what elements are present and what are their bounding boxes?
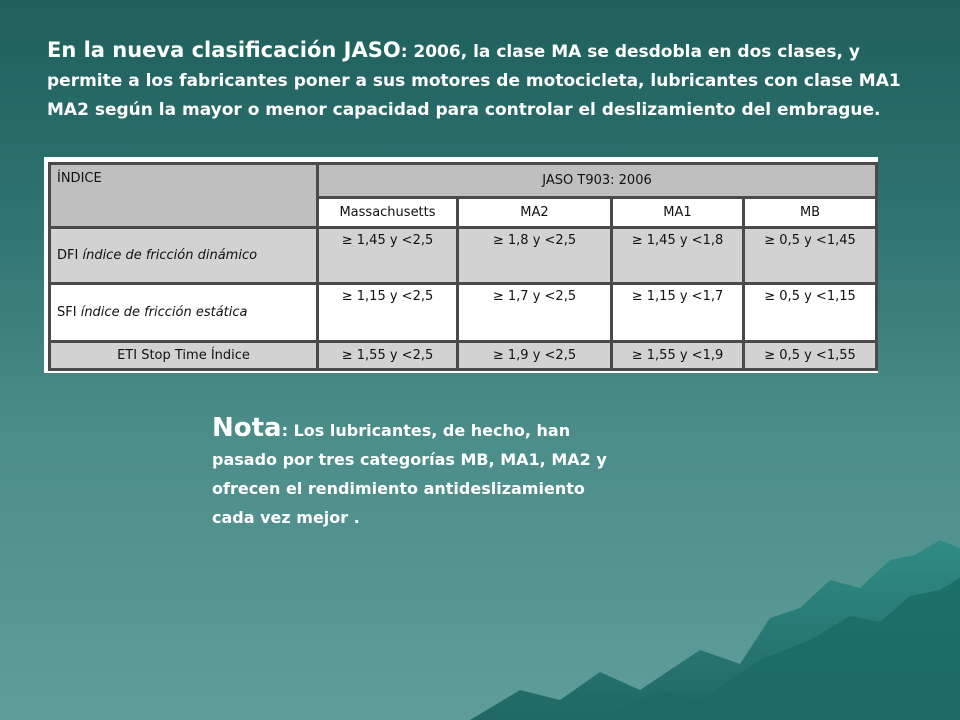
nota-body: : Los lubricantes, de hecho, han pasado por tres categorías MB, MA1, MA2 y ofrecen el rendimiento antideslizamiento cada vez mejor .	[212, 421, 607, 527]
table-cell: ≥ 1,55 y <1,9	[612, 342, 744, 370]
row-label-desc: índice de fricción dinámico	[82, 248, 258, 263]
standard-header: JASO T903: 2006	[318, 164, 877, 198]
indice-header	[50, 164, 318, 228]
column-header: MA2	[458, 198, 612, 228]
row-label-desc: índice de fricción estática	[80, 305, 248, 320]
intro-rest: : 2006, la clase MA se desdobla en dos clases, y permite a los fabricantes poner a sus motores de motocicleta, lubricantes con clase MA1 MA2 según la mayor o menor capacidad para controlar el deslizamiento del embrague.	[47, 42, 901, 120]
row-label	[50, 342, 318, 370]
table-cell: ≥ 1,8 y <2,5	[458, 228, 612, 284]
table-cell: ≥ 0,5 y <1,45	[744, 228, 877, 284]
jaso-table-container	[44, 157, 878, 373]
table-row	[50, 228, 877, 284]
row-label-code: DFI	[57, 248, 83, 263]
jaso-table	[48, 162, 878, 371]
nota-paragraph	[212, 414, 612, 532]
table-row	[50, 342, 877, 370]
table-header-row	[50, 164, 877, 198]
table-cell: ≥ 1,7 y <2,5	[458, 284, 612, 342]
row-label-desc: Stop Time Índice	[141, 348, 250, 363]
column-header: MA1	[612, 198, 744, 228]
table-cell: ≥ 1,45 y <2,5	[318, 228, 458, 284]
indice-label: ÍNDICE	[57, 171, 102, 186]
table-cell: ≥ 1,15 y <2,5	[318, 284, 458, 342]
table-row	[50, 284, 877, 342]
row-label	[50, 228, 318, 284]
row-label	[50, 284, 318, 342]
intro-paragraph	[47, 36, 927, 125]
column-header: Massachusetts	[318, 198, 458, 228]
table-cell: ≥ 0,5 y <1,55	[744, 342, 877, 370]
row-label-code: SFI	[57, 305, 81, 320]
column-header: MB	[744, 198, 877, 228]
nota-title: Nota	[212, 413, 282, 443]
intro-lead: En la nueva clasificación JASO	[47, 38, 401, 62]
table-cell: ≥ 0,5 y <1,15	[744, 284, 877, 342]
row-label-code: ETI	[117, 348, 142, 363]
table-cell: ≥ 1,45 y <1,8	[612, 228, 744, 284]
table-cell: ≥ 1,15 y <1,7	[612, 284, 744, 342]
table-cell: ≥ 1,9 y <2,5	[458, 342, 612, 370]
table-cell: ≥ 1,55 y <2,5	[318, 342, 458, 370]
